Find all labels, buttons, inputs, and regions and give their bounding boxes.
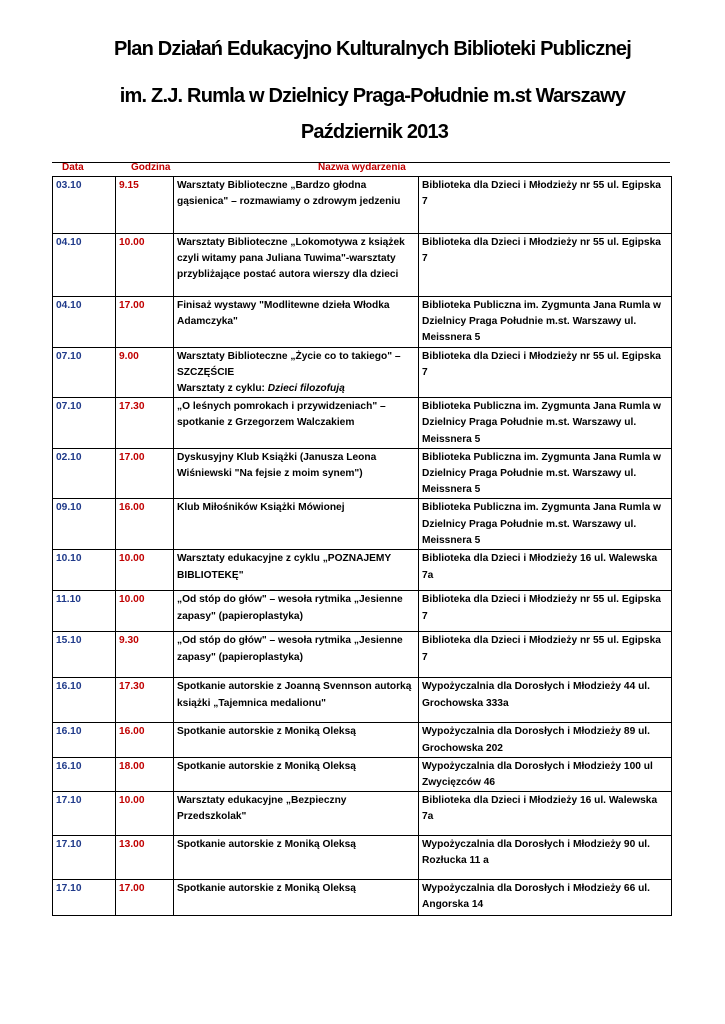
event-location: Biblioteka dla Dzieci i Młodzieży nr 55 ul. Egipska 7 [419,347,672,398]
event-location: Wypożyczalnia dla Dorosłych i Młodzieży 44 ul. Grochowska 333a [419,678,672,723]
event-date: 09.10 [53,499,116,550]
event-location: Biblioteka Publiczna im. Zygmunta Jana Rumla w Dzielnicy Praga Południe m.st. Warszawy ul. Meissnera 5 [419,448,672,499]
event-name-text: Spotkanie autorskie z Moniką Oleksą [177,726,356,738]
document-title-line-2: im. Z.J. Rumla w Dzielnicy Praga-Południe m.st Warszawy [119,85,626,107]
event-name [174,678,419,723]
table-row [53,177,672,234]
event-name [174,448,419,499]
event-date: 17.10 [53,792,116,836]
event-location: Wypożyczalnia dla Dorosłych i Młodzieży 89 ul. Grochowska 202 [419,723,672,757]
table-row [53,347,672,398]
event-name [174,757,419,791]
table-row [53,792,672,836]
event-date: 04.10 [53,234,116,297]
table-row [53,398,672,449]
event-location: Biblioteka Publiczna im. Zygmunta Jana Rumla w Dzielnicy Praga Południe m.st. Warszawy ul. Meissnera 5 [419,297,672,348]
event-name-text: Spotkanie autorskie z Moniką Oleksą [177,760,356,772]
event-time: 10.00 [116,591,174,632]
event-name [174,880,419,916]
event-location: Biblioteka dla Dzieci i Młodzieży 16 ul. Walewska 7a [419,550,672,591]
event-location: Biblioteka dla Dzieci i Młodzieży nr 55 ul. Egipska 7 [419,234,672,297]
event-name-text: Warsztaty Biblioteczne „Lokomotywa z książek czyli witamy pana Juliana Tuwima"-warsztaty przybliżające postać autora wierszy dla dzieci [177,237,405,281]
event-date: 16.10 [53,678,116,723]
event-location: Biblioteka dla Dzieci i Młodzieży 16 ul. Walewska 7a [419,792,672,836]
event-location: Biblioteka dla Dzieci i Młodzieży nr 55 ul. Egipska 7 [419,591,672,632]
event-date: 04.10 [53,297,116,348]
event-time: 9.30 [116,632,174,678]
document-month: Październik 2013 [300,121,449,143]
event-location: Wypożyczalnia dla Dorosłych i Młodzieży 66 ul. Angorska 14 [419,880,672,916]
event-date: 17.10 [53,836,116,880]
event-date: 16.10 [53,757,116,791]
event-time: 10.00 [116,792,174,836]
event-time: 16.00 [116,499,174,550]
event-time: 13.00 [116,836,174,880]
event-name-text: Spotkanie autorskie z Moniką Oleksą [177,883,356,895]
event-date: 10.10 [53,550,116,591]
event-date: 11.10 [53,591,116,632]
table-row [53,499,672,550]
column-header-date: Data [62,162,84,173]
schedule-table [52,176,672,916]
event-name [174,723,419,757]
event-name [174,297,419,348]
event-time: 9.15 [116,177,174,234]
event-time: 16.00 [116,723,174,757]
event-date: 03.10 [53,177,116,234]
column-header-time: Godzina [131,162,171,173]
event-date: 17.10 [53,880,116,916]
event-name-text: Finisaż wystawy "Modlitewne dzieła Włodka Adamczyka" [177,300,390,328]
column-header-name: Nazwa wydarzenia [318,162,406,173]
table-row [53,591,672,632]
event-name [174,632,419,678]
event-name-text: Warsztaty Biblioteczne „Życie co to takiego" – SZCZĘŚCIE [177,350,401,378]
table-row [53,880,672,916]
event-name [174,347,419,398]
event-location: Biblioteka Publiczna im. Zygmunta Jana Rumla w Dzielnicy Praga Południe m.st. Warszawy ul. Meissnera 5 [419,499,672,550]
event-name-text: Klub Miłośników Książki Mówionej [177,502,345,514]
event-time: 17.00 [116,297,174,348]
event-time: 17.00 [116,880,174,916]
table-row [53,448,672,499]
event-time: 9.00 [116,347,174,398]
event-time: 17.00 [116,448,174,499]
event-name-text: „Od stóp do głów" – wesoła rytmika „Jesienne zapasy" (papieroplastyka) [177,594,403,622]
table-row [53,723,672,757]
event-name-text: Warsztaty edukacyjne „Bezpieczny Przedszkolak" [177,795,347,823]
event-name [174,398,419,449]
event-name-text: Warsztaty edukacyjne z cyklu „POZNAJEMY BIBLIOTEKĘ" [177,553,392,581]
event-name [174,499,419,550]
event-time: 17.30 [116,678,174,723]
table-row [53,632,672,678]
event-series-name: Dzieci filozofują [267,383,345,395]
event-location: Wypożyczalnia dla Dorosłych i Młodzieży 90 ul. Rozłucka 11 a [419,836,672,880]
event-name [174,836,419,880]
event-date: 07.10 [53,398,116,449]
event-series-label: Warsztaty z cyklu: [177,383,268,395]
table-row [53,757,672,791]
table-row [53,297,672,348]
event-name-text: Warsztaty Biblioteczne „Bardzo głodna gąsienica" – rozmawiamy o zdrowym jedzeniu [177,180,401,208]
event-name-text: „Od stóp do głów" – wesoła rytmika „Jesienne zapasy" (papieroplastyka) [177,635,403,663]
event-location: Wypożyczalnia dla Dorosłych i Młodzieży 100 ul Zwycięzców 46 [419,757,672,791]
event-time: 18.00 [116,757,174,791]
event-name-text: Dyskusyjny Klub Książki (Janusza Leona Wiśniewski "Na fejsie z moim synem") [177,451,377,480]
event-location: Biblioteka dla Dzieci i Młodzieży nr 55 ul. Egipska 7 [419,177,672,234]
document-title-line-1: Plan Działań Edukacyjno Kulturalnych Biblioteki Publicznej [113,38,632,60]
table-row [53,234,672,297]
event-date: 15.10 [53,632,116,678]
event-name-text: „O leśnych pomrokach i przywidzeniach" – spotkanie z Grzegorzem Walczakiem [177,401,386,429]
event-date: 07.10 [53,347,116,398]
event-name [174,792,419,836]
event-name-text: Spotkanie autorskie z Joanną Svennson autorką książki „Tajemnica medalionu" [177,681,412,709]
event-name-text: Spotkanie autorskie z Moniką Oleksą [177,839,356,851]
event-time: 10.00 [116,550,174,591]
event-name [174,591,419,632]
event-name [174,234,419,297]
event-time: 10.00 [116,234,174,297]
event-name [174,550,419,591]
event-name [174,177,419,234]
table-row [53,836,672,880]
event-location: Biblioteka dla Dzieci i Młodzieży nr 55 ul. Egipska 7 [419,632,672,678]
table-row [53,678,672,723]
event-date: 02.10 [53,448,116,499]
table-row [53,550,672,591]
event-time: 17.30 [116,398,174,449]
event-location: Biblioteka Publiczna im. Zygmunta Jana Rumla w Dzielnicy Praga Południe m.st. Warszawy ul. Meissnera 5 [419,398,672,449]
event-date: 16.10 [53,723,116,757]
